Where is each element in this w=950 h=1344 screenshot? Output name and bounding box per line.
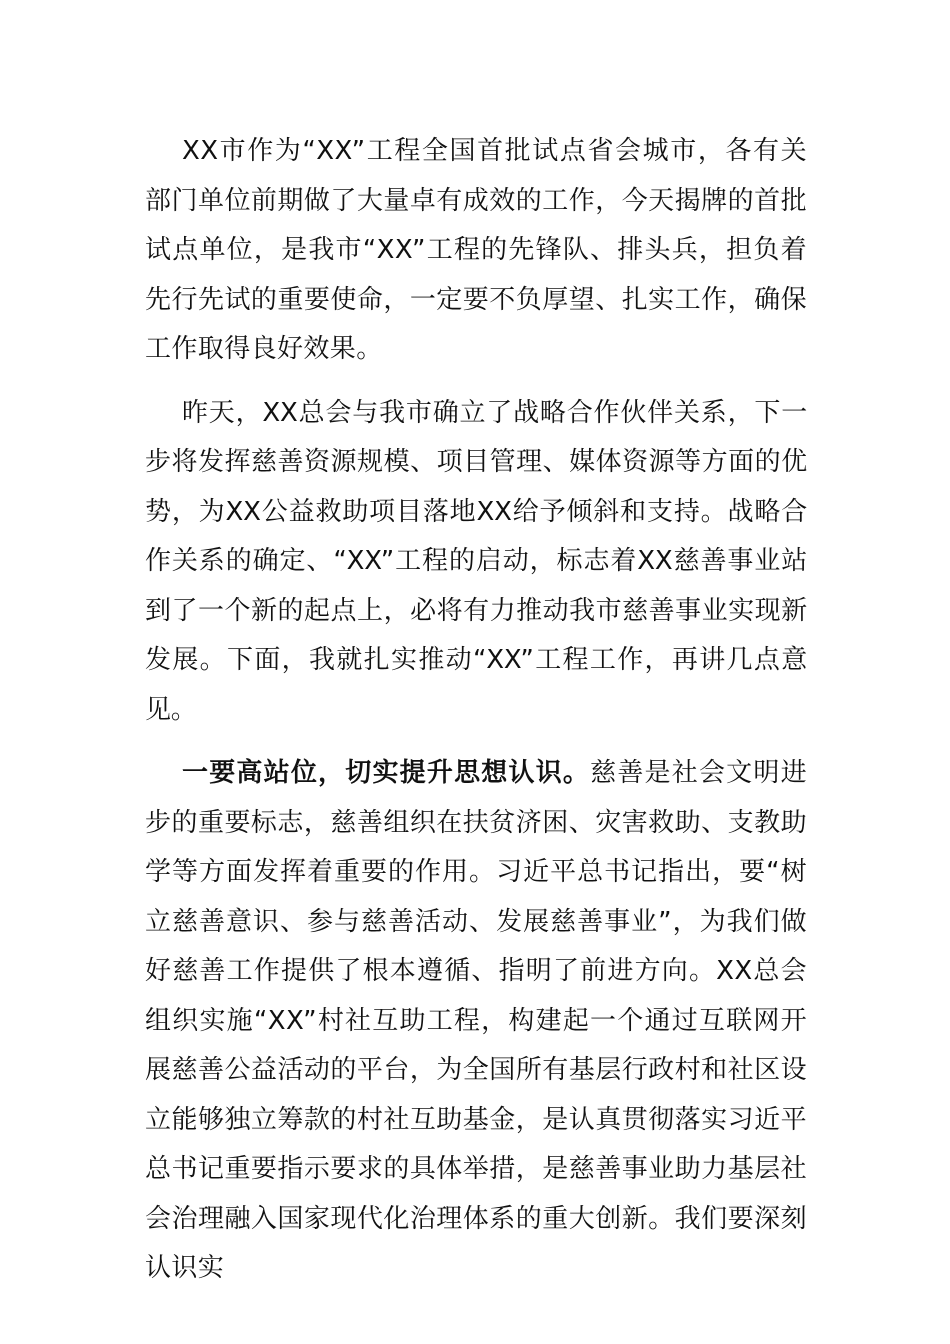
paragraph-1-text: XX市作为“XX”工程全国首批试点省会城市，各有关部门单位前期做了大量卓有成效的工作，今天揭牌的首批试点单位，是我市“XX”工程的先锋队、排头兵，担负着先行先试的重要使命，一定要不负厚望、扎实工作，确保工作取得良好效果。	[145, 136, 807, 364]
paragraph-3-text: 慈善是社会文明进步的重要标志，慈善组织在扶贫济困、灾害救助、支教助学等方面发挥着重要的作用。习近平总书记指出，要“树立慈善意识、参与慈善活动、发展慈善事业”，为我们做好慈善工作提供了根本遵循、指明了前进方向。XX总会组织实施“XX”村社互助工程，构建起一个通过互联网开展慈善公益活动的平台，为全国所有基层行政村和社区设立能够独立筹款的村社互助基金，是认真贯彻落实习近平总书记重要指示要求的具体举措，是慈善事业助力基层社会治理融入国家现代化治理体系的重大创新。我们要深刻认识实	[145, 758, 807, 1283]
paragraph-2	[145, 389, 807, 736]
paragraph-3	[145, 749, 807, 1294]
paragraph-3-lead-heading: 一要高站位，切实提升思想认识。	[182, 758, 591, 788]
paragraph-2-text: 昨天，XX总会与我市确立了战略合作伙伴关系，下一步将发挥慈善资源规模、项目管理、媒体资源等方面的优势，为XX公益救助项目落地XX给予倾斜和支持。战略合作关系的确定、“XX”工程的启动，标志着XX慈善事业站到了一个新的起点上，必将有力推动我市慈善事业实现新发展。下面，我就扎实推动“XX”工程工作，再讲几点意见。	[145, 397, 807, 725]
document-body	[145, 127, 807, 1308]
paragraph-1	[145, 127, 807, 375]
